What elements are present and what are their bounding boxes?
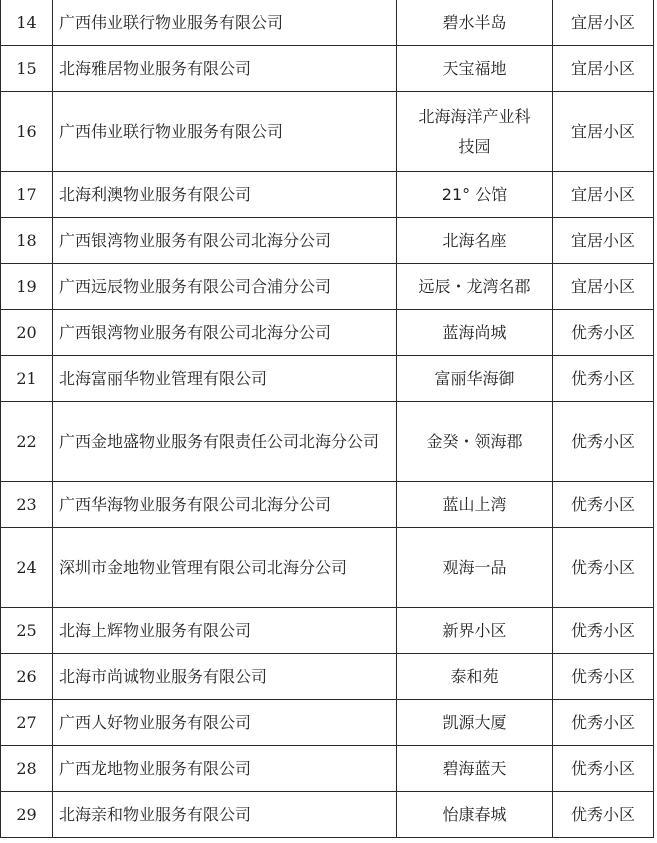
award-level: 宜居小区 <box>553 218 654 264</box>
row-number: 24 <box>1 528 53 608</box>
award-level: 优秀小区 <box>553 700 654 746</box>
award-level: 优秀小区 <box>553 402 654 482</box>
company-name: 广西银湾物业服务有限公司北海分公司 <box>53 310 397 356</box>
project-name: 21° 公馆 <box>397 172 553 218</box>
company-name <box>53 528 397 608</box>
project-name: 蓝山上湾 <box>397 482 553 528</box>
project-name: 碧海蓝天 <box>397 746 553 792</box>
company-name: 北海市尚诚物业服务有限公司 <box>53 654 397 700</box>
row-number: 22 <box>1 402 53 482</box>
table-row <box>1 528 654 608</box>
project-name: 蓝海尚城 <box>397 310 553 356</box>
project-name: 泰和苑 <box>397 654 553 700</box>
company-name: 广西龙地物业服务有限公司 <box>53 746 397 792</box>
award-level: 优秀小区 <box>553 792 654 838</box>
row-number: 27 <box>1 700 53 746</box>
award-level: 宜居小区 <box>553 46 654 92</box>
company-name-text: 广西金地盛物业服务有限责任公司北海分公司 <box>59 431 380 451</box>
award-level: 宜居小区 <box>553 92 654 172</box>
company-name: 广西伟业联行物业服务有限公司 <box>53 0 397 46</box>
table-row <box>1 310 654 356</box>
row-number: 16 <box>1 92 53 172</box>
company-name: 广西伟业联行物业服务有限公司 <box>53 92 397 172</box>
project-name: 远辰・龙湾名郡 <box>397 264 553 310</box>
project-name: 天宝福地 <box>397 46 553 92</box>
table-row <box>1 0 654 46</box>
award-level: 优秀小区 <box>553 654 654 700</box>
table-row <box>1 700 654 746</box>
company-name: 北海上辉物业服务有限公司 <box>53 608 397 654</box>
table-row <box>1 218 654 264</box>
company-name-text: 深圳市金地物业管理有限公司北海分公司 <box>59 557 348 577</box>
row-number: 29 <box>1 792 53 838</box>
row-number: 14 <box>1 0 53 46</box>
company-name: 广西华海物业服务有限公司北海分公司 <box>53 482 397 528</box>
table-row <box>1 92 654 172</box>
award-level: 优秀小区 <box>553 356 654 402</box>
table-row <box>1 654 654 700</box>
project-name: 碧水半岛 <box>397 0 553 46</box>
award-level: 宜居小区 <box>553 264 654 310</box>
company-name: 北海雅居物业服务有限公司 <box>53 46 397 92</box>
company-name: 广西人好物业服务有限公司 <box>53 700 397 746</box>
project-name: 新界小区 <box>397 608 553 654</box>
table-row <box>1 264 654 310</box>
row-number: 25 <box>1 608 53 654</box>
table-row <box>1 746 654 792</box>
row-number: 18 <box>1 218 53 264</box>
table-row <box>1 46 654 92</box>
award-level: 宜居小区 <box>553 172 654 218</box>
table-row <box>1 792 654 838</box>
award-level: 优秀小区 <box>553 528 654 608</box>
project-name: 富丽华海御 <box>397 356 553 402</box>
award-level: 优秀小区 <box>553 608 654 654</box>
table-row <box>1 402 654 482</box>
table-row <box>1 482 654 528</box>
project-name: 金癸・领海郡 <box>397 402 553 482</box>
company-name: 北海亲和物业服务有限公司 <box>53 792 397 838</box>
row-number: 26 <box>1 654 53 700</box>
table-row <box>1 356 654 402</box>
row-number: 20 <box>1 310 53 356</box>
company-name: 北海富丽华物业管理有限公司 <box>53 356 397 402</box>
row-number: 21 <box>1 356 53 402</box>
project-name: 怡康春城 <box>397 792 553 838</box>
row-number: 17 <box>1 172 53 218</box>
row-number: 23 <box>1 482 53 528</box>
company-name: 广西银湾物业服务有限公司北海分公司 <box>53 218 397 264</box>
award-level: 优秀小区 <box>553 746 654 792</box>
company-name: 广西远辰物业服务有限公司合浦分公司 <box>53 264 397 310</box>
company-name <box>53 402 397 482</box>
table-row <box>1 608 654 654</box>
table-row <box>1 172 654 218</box>
row-number: 28 <box>1 746 53 792</box>
award-level: 优秀小区 <box>553 310 654 356</box>
project-name: 凯源大厦 <box>397 700 553 746</box>
project-name-text: 北海海洋产业科技园 <box>418 106 531 156</box>
company-name: 北海利澳物业服务有限公司 <box>53 172 397 218</box>
award-level: 优秀小区 <box>553 482 654 528</box>
row-number: 19 <box>1 264 53 310</box>
project-name: 观海一品 <box>397 528 553 608</box>
project-name: 北海名座 <box>397 218 553 264</box>
award-level: 宜居小区 <box>553 0 654 46</box>
project-name <box>397 92 553 172</box>
row-number: 15 <box>1 46 53 92</box>
